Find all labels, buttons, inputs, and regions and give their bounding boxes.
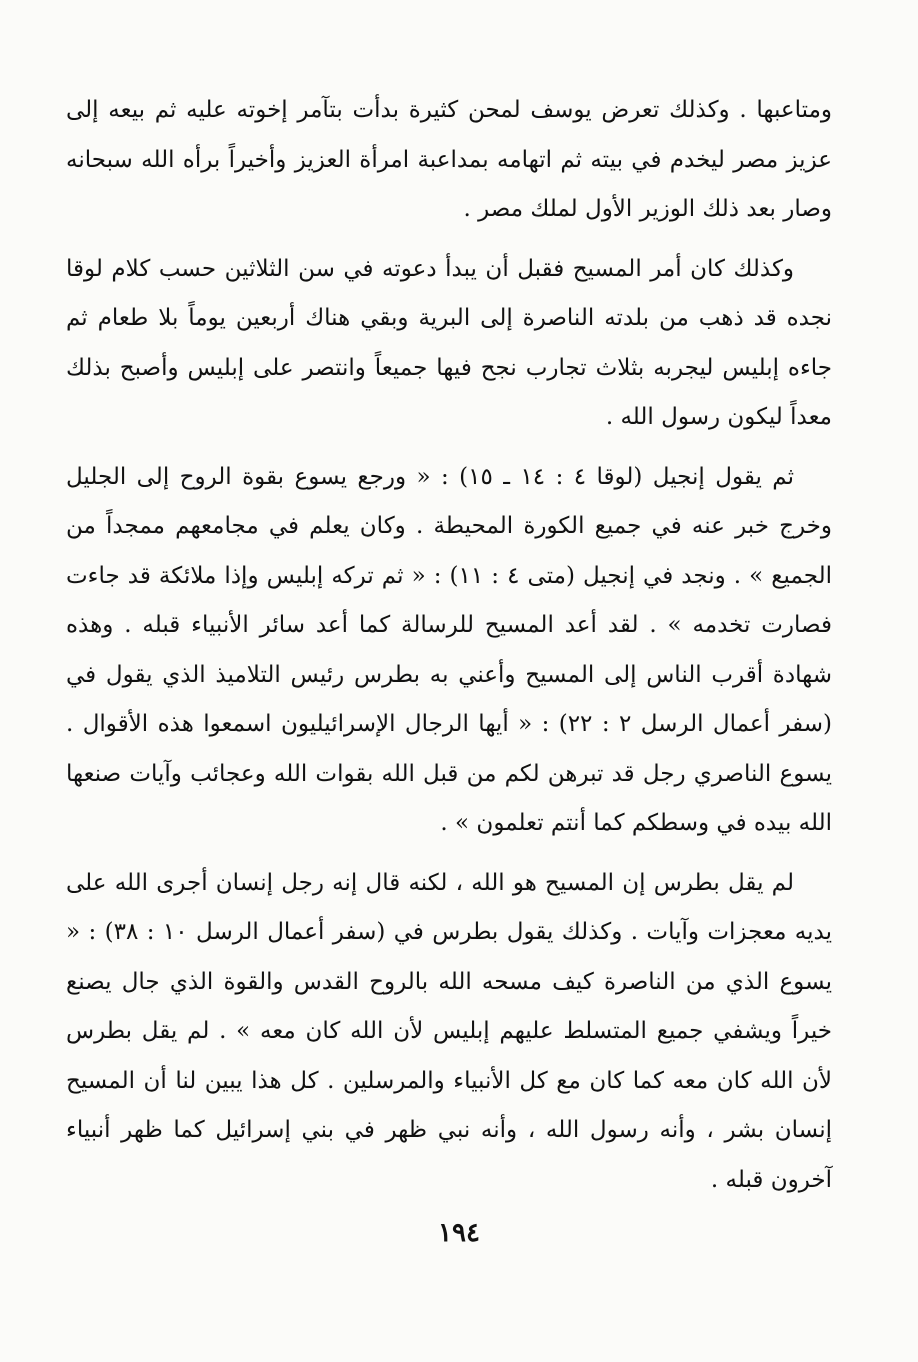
paragraph-4: لم يقل بطرس إن المسيح هو الله ، لكنه قال إنه رجل إنسان أجرى الله على يديه معجزات وآيات . وكذلك يقول بطرس في (سفر أعمال الرسل ١٠ : ٣٨) : « يسوع الذي من الناصرة كيف مسحه الله بالروح القدس والقوة الذي جال يصنع خيراً ويشفي جميع المتسلط عليهم إبليس لأن الله كان معه » . لم يقل بطرس لأن الله كان معه كما كان مع كل الأنبياء والمرسلين . كل هذا يبين لنا أن المسيح إنسان بشر ، وأنه رسول الله ، وأنه نبي ظهر في بني إسرائيل كما ظهر أنبياء آخرون قبله . <box>66 869 832 1193</box>
paragraph-2: وكذلك كان أمر المسيح فقبل أن يبدأ دعوته في سن الثلاثين حسب كلام لوقا نجده قد ذهب من بلدته الناصرة إلى البرية وبقي هناك أربعين يوماً بلا طعام ثم جاءه إبليس ليجربه بثلاث تجارب نجح فيها جميعاً وانتصر على إبليس وأصبح بذلك معداً ليكون رسول الله . <box>66 255 832 430</box>
paragraph-3: ثم يقول إنجيل (لوقا ٤ : ١٤ ـ ١٥) : « ورجع يسوع بقوة الروح إلى الجليل وخرج خبر عنه في جميع الكورة المحيطة . وكان يعلم في مجامعهم ممجداً من الجميع » . ونجد في إنجيل (متى ٤ : ١١) : « ثم تركه إبليس وإذا ملائكة قد جاءت فصارت تخدمه » . لقد أعد المسيح للرسالة كما أعد سائر الأنبياء قبله . وهذه شهادة أقرب الناس إلى المسيح وأعني به بطرس رئيس التلاميذ الذي يقول في (سفر أعمال الرسل ٢ : ٢٢) : « أيها الرجال الإسرائيليون اسمعوا هذه الأقوال . يسوع الناصري رجل قد تبرهن لكم من قبل الله بقوات الله وعجائب وآيات صنعها الله بيده في وسطكم كما أنتم تعلمون » . <box>66 463 832 836</box>
body-text <box>66 86 832 1215</box>
paragraph-1: ومتاعبها . وكذلك تعرض يوسف لمحن كثيرة بدأت بتآمر إخوته عليه ثم بيعه إلى عزيز مصر ليخدم في بيته ثم اتهامه بمداعبة امرأة العزيز وأخيراً برأه الله سبحانه وصار بعد ذلك الوزير الأول لملك مصر . <box>66 97 832 222</box>
page-number: ١٩٤ <box>438 1218 480 1248</box>
